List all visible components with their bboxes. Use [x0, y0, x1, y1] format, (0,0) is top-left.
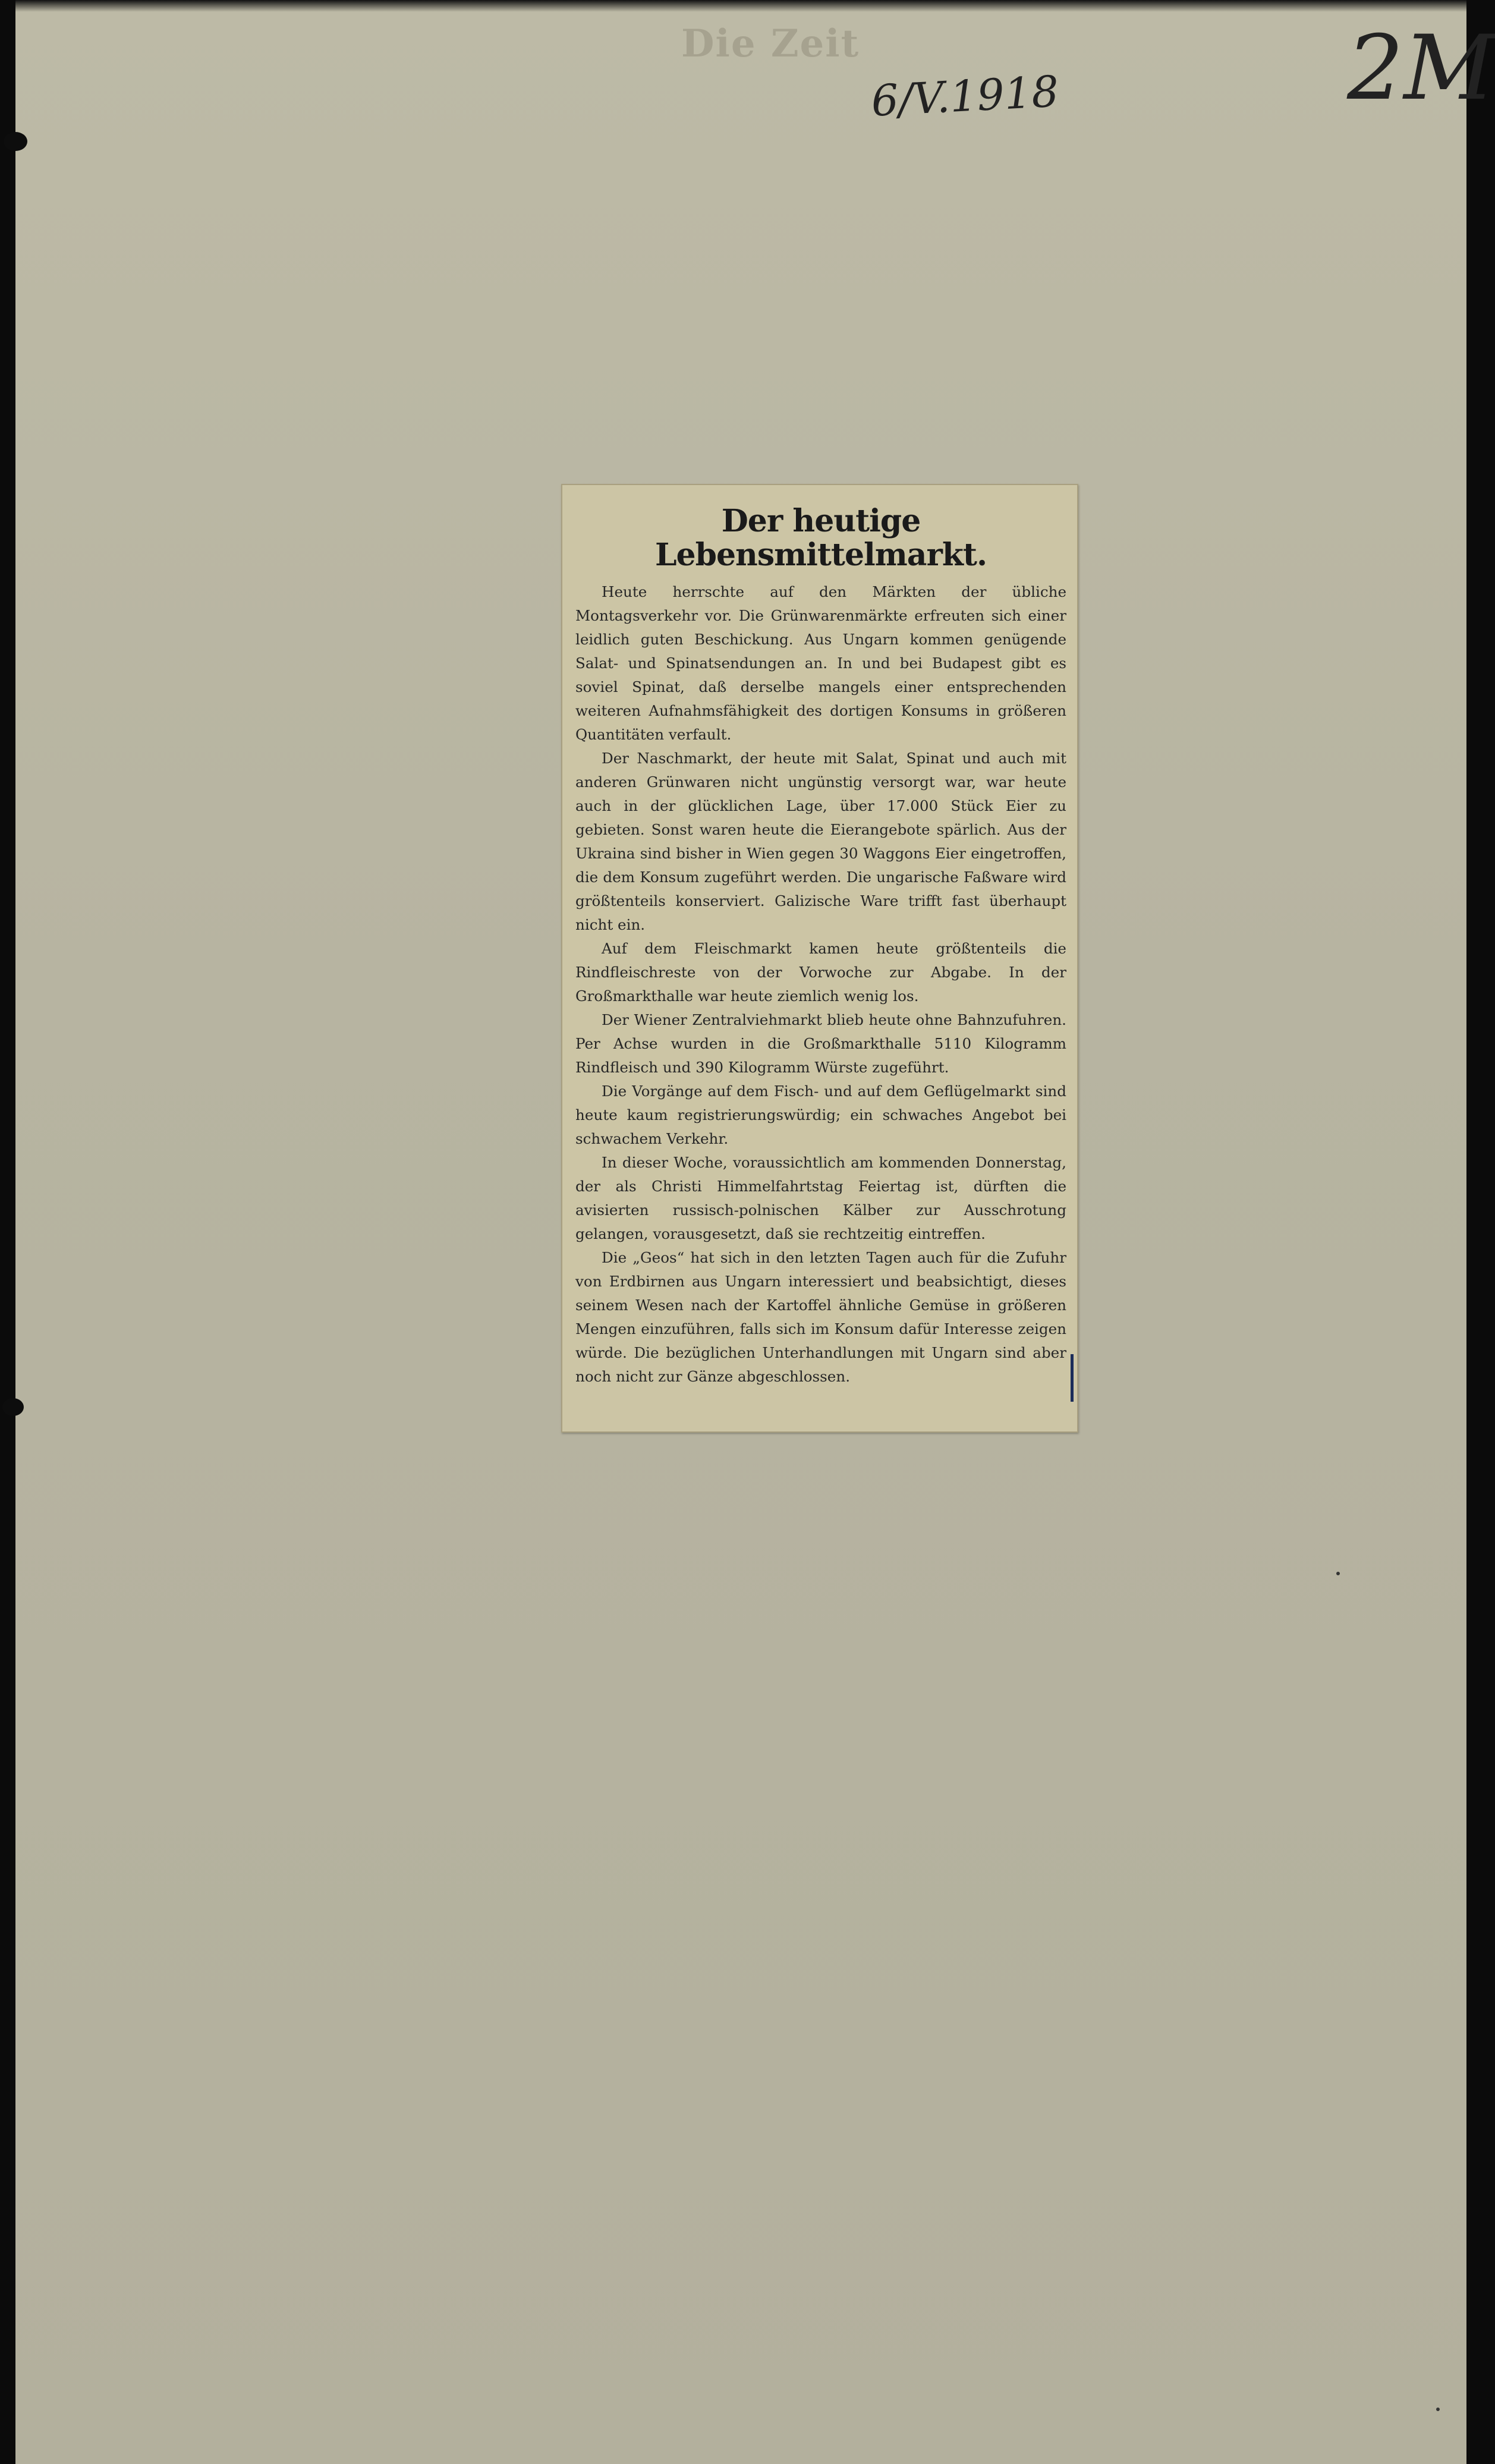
sheet-top-edge [15, 0, 1466, 12]
handwritten-mark: 2M [1347, 17, 1495, 120]
article-paragraph: Heute herrschte auf den Märkten der übliche Montagsverkehr vor. Die Grünwarenmärkte erfreuten sich einer leidlich guten Beschickung. Aus Ungarn kommen genügende Salat- und Spinatsendungen an. In und bei Budapest gibt es soviel Spinat, daß derselbe mangels einer entsprechenden weiteren Aufnahmsfähigkeit des dortigen Konsums in größeren Quantitäten verfault. [575, 583, 1066, 744]
newspaper-clipping [561, 484, 1078, 1433]
handwritten-date: 6/V.1918 [870, 66, 1060, 126]
article-paragraph: Die Vorgänge auf dem Fisch- und auf dem Geflügelmarkt sind heute kaum registrierungswürdig; ein schwaches Angebot bei schwachem Verkehr. [575, 1082, 1066, 1148]
paper-sheet [15, 0, 1495, 2464]
article-paragraph: Auf dem Fleischmarkt kamen heute größtenteils die Rindfleischreste von der Vorwoche zur Abgabe. In der Großmarkthalle war heute ziemlich wenig los. [575, 940, 1066, 1005]
article-paragraph: Der Wiener Zentralviehmarkt blieb heute ohne Bahnzufuhren. Per Achse wurden in die Großmarkthalle 5110 Kilogramm Rindfleisch und 390 Kilogramm Würste zugeführt. [575, 1011, 1066, 1077]
margin-ink-mark [1071, 1354, 1074, 1402]
paper-speck [1436, 2408, 1440, 2411]
article-paragraph: Die „Geos“ hat sich in den letzten Tagen auch für die Zufuhr von Erdbirnen aus Ungarn interessiert und beabsichtigt, dieses seinem Wesen nach der Kartoffel ähnliche Gemüse in größeren Mengen einzuführen, falls sich im Konsum dafür Interesse zeigen würde. Die bezüglichen Unterhandlungen mit Ungarn sind aber noch nicht zur Gänze abgeschlossen. [575, 1249, 1066, 1386]
article-paragraph: Der Naschmarkt, der heute mit Salat, Spinat und auch mit anderen Grünwaren nicht ungünstig versorgt war, war heute auch in der glücklichen Lage, über 17.000 Stück Eier zu gebieten. Sonst waren heute die Eierangebote spärlich. Aus der Ukraina sind bisher in Wien gegen 30 Waggons Eier eingetroffen, die dem Konsum zugeführt werden. Die ungarische Faßware wird größtenteils konserviert. Galizische Ware trifft fast überhaupt nicht ein. [575, 750, 1066, 934]
article-paragraph: In dieser Woche, voraussichtlich am kommenden Donnerstag, der als Christi Himmelfahrtstag Feiertag ist, dürften die avisierten russisch-polnischen Kälber zur Ausschrotung gelangen, vorausgesetzt, daß sie rechtzeitig eintreffen. [575, 1154, 1066, 1243]
punch-hole [4, 132, 27, 151]
paper-speck [1336, 1572, 1340, 1575]
punch-hole [2, 1398, 24, 1416]
newspaper-stamp: Die Zeit [681, 21, 860, 66]
article-title: Der heutige Lebensmittelmarkt. [654, 503, 987, 574]
